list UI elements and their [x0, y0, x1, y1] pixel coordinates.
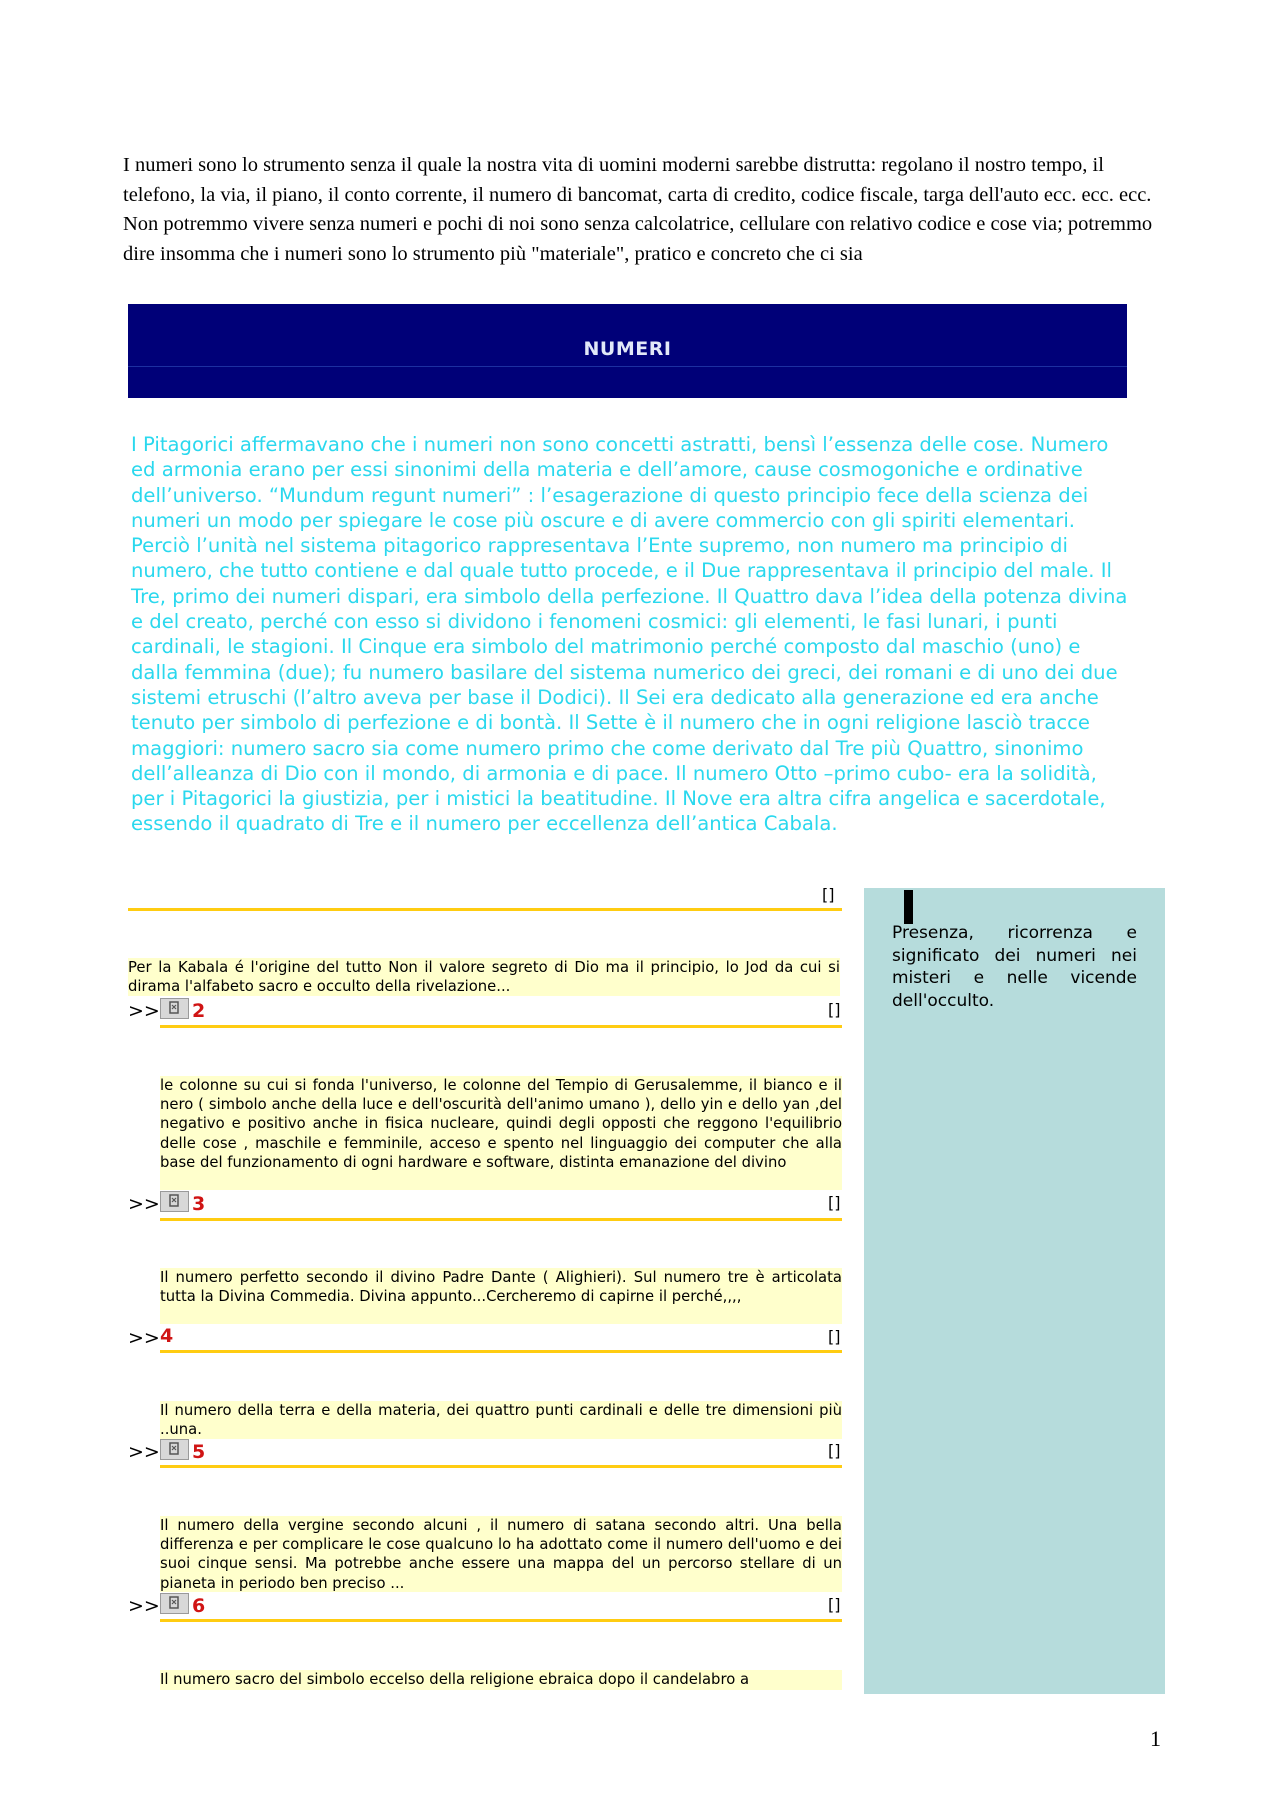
bracket-link[interactable]: []	[822, 885, 835, 904]
entry-number[interactable]: 2	[192, 1000, 206, 1022]
gold-rule	[128, 908, 842, 911]
intro-paragraph: I numeri sono lo strumento senza il quale la nostra vita di uomini moderni sarebbe distrutta: regolano il nostro tempo, il telefono, la via, il piano, il conto corrente, il numero di bancomat, carta di credito, codice fiscale, targa dell'auto ecc. ecc. ecc. Non potremmo vivere senza numeri e pochi di noi sono senza calcolatrice, cellulare con relativo codice e cose via; potremmo dire insomma che i numeri sono lo strumento più "materiale", pratico e concreto che ci sia	[123, 154, 1153, 265]
entry-text: Il numero della vergine secondo alcuni , il numero di satana secondo altri. Una bella differenza e per complicare le cose qualcuno lo ha adottato come il numero dell'uomo e dei suoi cinque sensi. Ma potrebbe anche essere una mappa del un percorso stellare di un pianeta in periodo ben preciso ...	[160, 1517, 842, 1592]
bracket-link[interactable]: []	[828, 1193, 841, 1212]
nav-arrow[interactable]: >>	[128, 1193, 160, 1215]
hand-pointer-icon[interactable]	[160, 1439, 189, 1460]
hand-pointer-icon[interactable]	[160, 1593, 189, 1614]
hand-pointer-icon[interactable]	[160, 998, 189, 1019]
numeri-banner	[128, 304, 1127, 398]
gold-rule	[160, 1025, 842, 1028]
hand-pointer-icon[interactable]	[160, 1191, 189, 1212]
bracket-link[interactable]: []	[828, 1441, 841, 1460]
nav-arrow[interactable]: >>	[128, 1595, 160, 1617]
bracket-link[interactable]: []	[828, 1595, 841, 1614]
nav-arrow[interactable]: >>	[128, 1327, 160, 1349]
entry-number[interactable]: 4	[160, 1325, 174, 1347]
sidebar-panel	[864, 888, 1165, 1694]
pitagorici-paragraph	[131, 432, 1131, 837]
nav-arrow[interactable]: >>	[128, 1441, 160, 1463]
banner-title: NUMERI	[583, 338, 672, 360]
nav-arrow[interactable]: >>	[128, 1000, 160, 1022]
pitagorici-text: I Pitagorici affermavano che i numeri non sono concetti astratti, bensì l’essenza delle cose. Numero ed armonia erano per essi sinonimi della materia e dell’amore, cause cosmogoniche e ordinative dell’universo. “Mundum regunt numeri” : l’esagerazione di questo principio fece della scienza dei numeri un modo per spiegare le cose più oscure e di avere commercio con gli spiriti elementari. Perciò l’unità nel sistema pitagorico rappresentava l’Ente supremo, non numero ma principio di numero, che tutto contiene e dal quale tutto procede, e il Due rappresentava il principio del male. Il Tre, primo dei numeri dispari, era simbolo della perfezione. Il Quattro dava l’idea della potenza divina e del creato, perché con esso si dividono i fenomeni cosmici: gli elementi, le fasi lunari, i punti cardinali, le stagioni. Il Cinque era simbolo del matrimonio perché composto dal maschio (uno) e dalla femmina (due); fu numero basilare del sistema numerico dei greci, dei romani e di uno dei due sistemi etruschi (l’altro aveva per base il Dodici). Il Sei era dedicato alla generazione ed era anche tenuto per simbolo di perfezione e di bontà. Il Sette è il numero che in ogni religione lasciò tracce maggiori: numero sacro sia come numero primo che come derivato dal Tre più Quattro, sinonimo dell’alleanza di Dio con il mondo, di armonia e di pace. Il numero Otto –primo cubo- era la solidità, per i Pitagorici la giustizia, per i mistici la beatitudine. Il Nove era altra cifra angelica e sacerdotale, essendo il quadrato di Tre e il numero per eccellenza dell’antica Cabala.	[131, 433, 1128, 836]
entry-number[interactable]: 5	[192, 1441, 206, 1463]
gold-rule	[160, 1350, 842, 1353]
entry-text: Per la Kabala é l'origine del tutto Non il valore segreto di Dio ma il principio, lo Jod da cui si dirama l'alfabeto sacro e occulto della rivelazione...	[128, 959, 840, 996]
gold-rule	[160, 1218, 842, 1221]
entry-number[interactable]: 3	[192, 1193, 206, 1215]
sidebar-marker	[904, 890, 913, 924]
entry-text: Il numero perfetto secondo il divino Padre Dante ( Alighieri). Sul numero tre è articolata tutta la Divina Commedia. Divina appunto...Cercheremo di capirne il perché,,,,	[160, 1268, 842, 1324]
gold-rule	[160, 1619, 842, 1622]
entry-text: Il numero sacro del simbolo eccelso della religione ebraica dopo il candelabro a	[160, 1670, 842, 1690]
entry-text: le colonne su cui si fonda l'universo, le colonne del Tempio di Gerusalemme, il bianco e il nero ( simbolo anche della luce e dell'oscurità dell'animo umano ), dello yin e dello yan ,del negativo e positivo anche in fisica nucleare, quindi degli opposti che reggono l'equilibrio delle cose , maschile e femminile, acceso e spento nel linguaggio dei computer che alla base del funzionamento di ogni hardware e software, distinta emanazione del divino	[160, 1076, 842, 1190]
sidebar-description: Presenza, ricorrenza e significato dei numeri nei misteri e nelle vicende dell'occulto.	[892, 923, 1137, 1011]
gold-rule	[160, 1465, 842, 1468]
entry-number[interactable]: 6	[192, 1595, 206, 1617]
bracket-link[interactable]: []	[828, 1000, 841, 1019]
page-number: 1	[1150, 1726, 1161, 1751]
entry-text: Il numero della terra e della materia, dei quattro punti cardinali e delle tre dimensioni più ..una.	[160, 1402, 842, 1439]
banner-rule	[128, 366, 1127, 367]
bracket-link[interactable]: []	[828, 1327, 841, 1346]
